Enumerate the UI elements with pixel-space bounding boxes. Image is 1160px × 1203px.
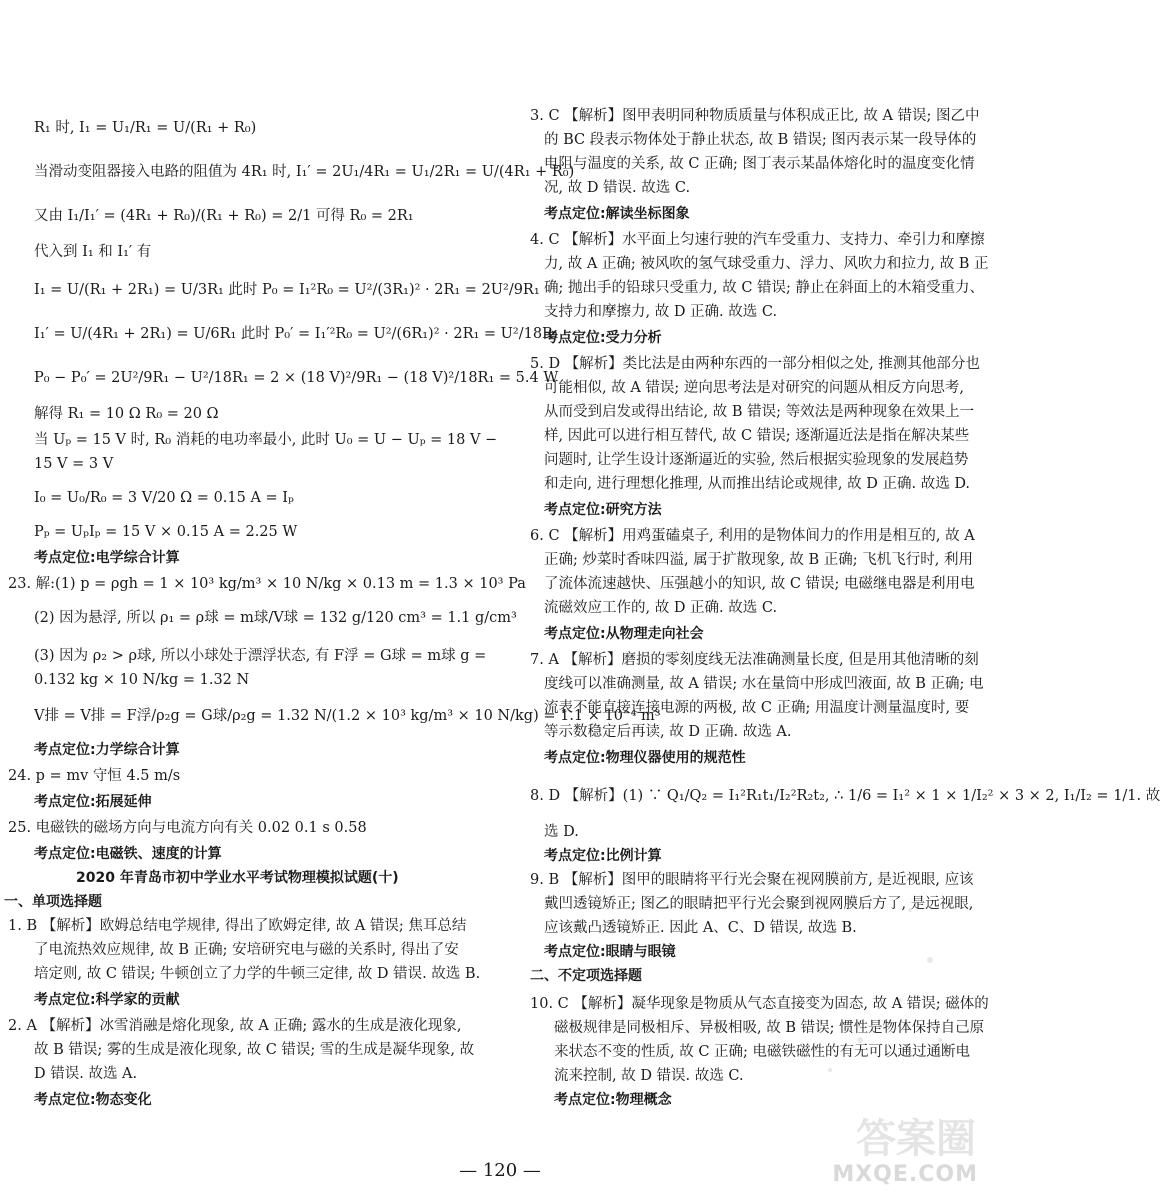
key-point-label: 考点定位:拓展延伸: [34, 794, 152, 810]
text-line: 应该戴凸透镜矫正. 因此 A、C、D 错误, 故选 B.: [544, 920, 857, 936]
text-line: Pₚ = UₚIₚ = 15 V × 0.15 A = 2.25 W: [34, 524, 298, 540]
text-line: 2. A 【解析】冰雪消融是熔化现象, 故 A 正确; 露水的生成是液化现象,: [8, 1018, 462, 1034]
text-line: V排 = V排 = F浮/ρ₂g = G球/ρ₂g = 1.32 N/(1.2 × 10³ kg/m³ × 10 N/kg) = 1.1 × 10⁻⁴ m³: [34, 708, 661, 724]
key-point-label: 考点定位:受力分析: [544, 330, 662, 346]
text-line: 1. B 【解析】欧姆总结电学规律, 得出了欧姆定律, 故 A 错误; 焦耳总结: [8, 918, 467, 934]
text-line: 确; 抛出手的铅球只受重力, 故 C 错误; 静止在斜面上的木箱受重力、: [544, 280, 985, 296]
text-line: 25. 电磁铁的磁场方向与电流方向有关 0.02 0.1 s 0.58: [8, 820, 367, 836]
text-line: 培定则, 故 C 错误; 牛顿创立了力学的牛顿三定律, 故 D 错误. 故选 B.: [34, 966, 481, 982]
section-heading: 2020 年青岛市初中学业水平考试物理模拟试题(十): [76, 870, 399, 886]
text-line: 电阻与温度的关系, 故 C 正确; 图丁表示某晶体熔化时的温度变化情: [544, 156, 975, 172]
text-line: 可能相似, 故 A 错误; 逆向思考法是对研究的问题从相反方向思考,: [544, 380, 965, 396]
text-line: 6. C 【解析】用鸡蛋磕桌子, 利用的是物体间力的作用是相互的, 故 A: [530, 528, 975, 544]
key-point-label: 考点定位:眼睛与眼镜: [544, 944, 676, 960]
text-line: 来状态不变的性质, 故 C 正确; 电磁铁磁性的有无可以通过通断电: [554, 1044, 971, 1060]
text-line: 等示数稳定后再读, 故 D 正确. 故选 A.: [544, 724, 792, 740]
text-line: (2) 因为悬浮, 所以 ρ₁ = ρ球 = m球/V球 = 132 g/120 cm³ = 1.1 g/cm³: [34, 610, 517, 626]
text-line: I₁′ = U/(4R₁ + 2R₁) = U/6R₁ 此时 P₀′ = I₁′²R₀ = U²/(6R₁)² · 2R₁ = U²/18R₁: [34, 326, 559, 342]
page-number: — 120 —: [459, 1160, 541, 1181]
text-line: P₀ − P₀′ = 2U²/9R₁ − U²/18R₁ = 2 × (18 V)²/9R₁ − (18 V)²/18R₁ = 5.4 W: [34, 370, 559, 386]
key-point-label: 考点定位:从物理走向社会: [544, 626, 704, 642]
text-line: 流磁效应工作的, 故 D 正确. 故选 C.: [544, 600, 778, 616]
key-point-label: 考点定位:力学综合计算: [34, 742, 180, 758]
text-line: 4. C 【解析】水平面上匀速行驶的汽车受重力、支持力、牵引力和摩擦: [530, 232, 985, 248]
text-line: (3) 因为 ρ₂ > ρ球, 所以小球处于漂浮状态, 有 F浮 = G球 = m球 g =: [34, 648, 487, 664]
text-line: 当滑动变阻器接入电路的阻值为 4R₁ 时, I₁′ = 2U₁/4R₁ = U₁/2R₁ = U/(4R₁ + R₀): [34, 164, 575, 180]
section-heading: 二、不定项选择题: [530, 968, 642, 984]
text-line: 故 B 错误; 雾的生成是液化现象, 故 C 错误; 雪的生成是凝华现象, 故: [34, 1042, 475, 1058]
text-line: 况, 故 D 错误. 故选 C.: [544, 180, 691, 196]
watermark: [820, 1105, 990, 1195]
text-line: 度线可以准确测量, 故 A 错误; 水在量筒中形成凹液面, 故 B 正确; 电: [544, 676, 984, 692]
text-line: 15 V = 3 V: [34, 456, 114, 472]
key-point-label: 考点定位:研究方法: [544, 502, 662, 518]
watermark-text: MXQE.COM: [832, 1162, 978, 1187]
watermark-logo: 答案圈: [856, 1116, 976, 1162]
text-line: 和走向, 进行理想化推理, 从而推出结论或规律, 故 D 正确. 故选 D.: [544, 476, 971, 492]
key-point-label: 考点定位:科学家的贡献: [34, 992, 180, 1008]
key-point-label: 考点定位:比例计算: [544, 848, 662, 864]
text-line: 10. C 【解析】凝华现象是物质从气态直接变为固态, 故 A 错误; 磁体的: [530, 996, 989, 1012]
text-line: 流表不能直接连接电源的两极, 故 C 正确; 用温度计测量温度时, 要: [544, 700, 970, 716]
text-line: 从而受到启发或得出结论, 故 B 错误; 等效法是两种现象在效果上一: [544, 404, 975, 420]
text-line: 9. B 【解析】图甲的眼睛将平行光会聚在视网膜前方, 是近视眼, 应该: [530, 872, 974, 888]
text-line: 代入到 I₁ 和 I₁′ 有: [34, 244, 152, 260]
text-line: 磁极规律是同极相斥、异极相吸, 故 B 错误; 惯性是物体保持自己原: [554, 1020, 985, 1036]
text-line: 样, 因此可以进行相互替代, 故 C 错误; 逐渐逼近法是指在解决某些: [544, 428, 970, 444]
key-point-label: 考点定位:物理概念: [554, 1092, 672, 1108]
text-line: 7. A 【解析】磨损的零刻度线无法准确测量长度, 但是用其他清晰的刻: [530, 652, 979, 668]
text-line: 24. p = mv 守恒 4.5 m/s: [8, 768, 181, 784]
text-line: 戴凹透镜矫正; 图乙的眼睛把平行光会聚到视网膜后方了, 是远视眼,: [544, 896, 974, 912]
text-line: 5. D 【解析】类比法是由两种东西的一部分相似之处, 推测其他部分也: [530, 356, 980, 372]
text-line: 又由 I₁/I₁′ = (4R₁ + R₀)/(R₁ + R₀) = 2/1 可得 R₀ = 2R₁: [34, 208, 414, 224]
text-line: 了电流热效应规律, 故 B 正确; 安培研究电与磁的关系时, 得出了安: [34, 942, 459, 958]
text-line: I₁ = U/(R₁ + 2R₁) = U/3R₁ 此时 P₀ = I₁²R₀ = U²/(3R₁)² · 2R₁ = 2U²/9R₁: [34, 282, 540, 298]
text-line: 的 BC 段表示物体处于静止状态, 故 B 错误; 图丙表示某一段导体的: [544, 132, 977, 148]
text-line: R₁ 时, I₁ = U₁/R₁ = U/(R₁ + R₀): [34, 120, 257, 136]
key-point-label: 考点定位:电学综合计算: [34, 550, 180, 566]
key-point-label: 考点定位:电磁铁、速度的计算: [34, 846, 222, 862]
text-line: 0.132 kg × 10 N/kg = 1.32 N: [34, 672, 250, 688]
text-line: 正确; 炒菜时香味四溢, 属于扩散现象, 故 B 正确; 飞机飞行时, 利用: [544, 552, 974, 568]
text-line: 了流体流速越快、压强越小的知识, 故 C 错误; 电磁继电器是利用电: [544, 576, 975, 592]
key-point-label: 考点定位:物态变化: [34, 1092, 152, 1108]
text-line: 力, 故 A 正确; 被风吹的氢气球受重力、浮力、风吹力和拉力, 故 B 正: [544, 256, 989, 272]
text-line: 解得 R₁ = 10 Ω R₀ = 20 Ω: [34, 406, 219, 422]
text-line: 3. C 【解析】图甲表明同种物质质量与体积成正比, 故 A 错误; 图乙中: [530, 108, 980, 124]
text-line: 当 Uₚ = 15 V 时, R₀ 消耗的电功率最小, 此时 U₀ = U − Uₚ = 18 V −: [34, 432, 498, 448]
scan-smudge: [730, 840, 970, 1100]
text-line: 支持力和摩擦力, 故 D 正确. 故选 C.: [544, 304, 778, 320]
section-heading: 一、单项选择题: [4, 894, 102, 910]
text-line: I₀ = U₀/R₀ = 3 V/20 Ω = 0.15 A = Iₚ: [34, 490, 294, 506]
text-line: 选 D.: [544, 824, 579, 840]
text-line: 8. D 【解析】(1) ∵ Q₁/Q₂ = I₁²R₁t₁/I₂²R₂t₂, ∴ 1/6 = I₁² × 1 × 1/I₂² × 3 × 2, I₁/I₂ = 1/1. 故: [530, 788, 1160, 804]
text-line: 问题时, 让学生设计逐渐逼近的实验, 然后根据实验现象的发展趋势: [544, 452, 969, 468]
text-line: 23. 解:(1) p = ρgh = 1 × 10³ kg/m³ × 10 N/kg × 0.13 m = 1.3 × 10³ Pa: [8, 576, 526, 592]
text-line: D 错误. 故选 A.: [34, 1066, 138, 1082]
text-line: 流来控制, 故 D 错误. 故选 C.: [554, 1068, 744, 1084]
key-point-label: 考点定位:物理仪器使用的规范性: [544, 750, 746, 766]
key-point-label: 考点定位:解读坐标图象: [544, 206, 690, 222]
